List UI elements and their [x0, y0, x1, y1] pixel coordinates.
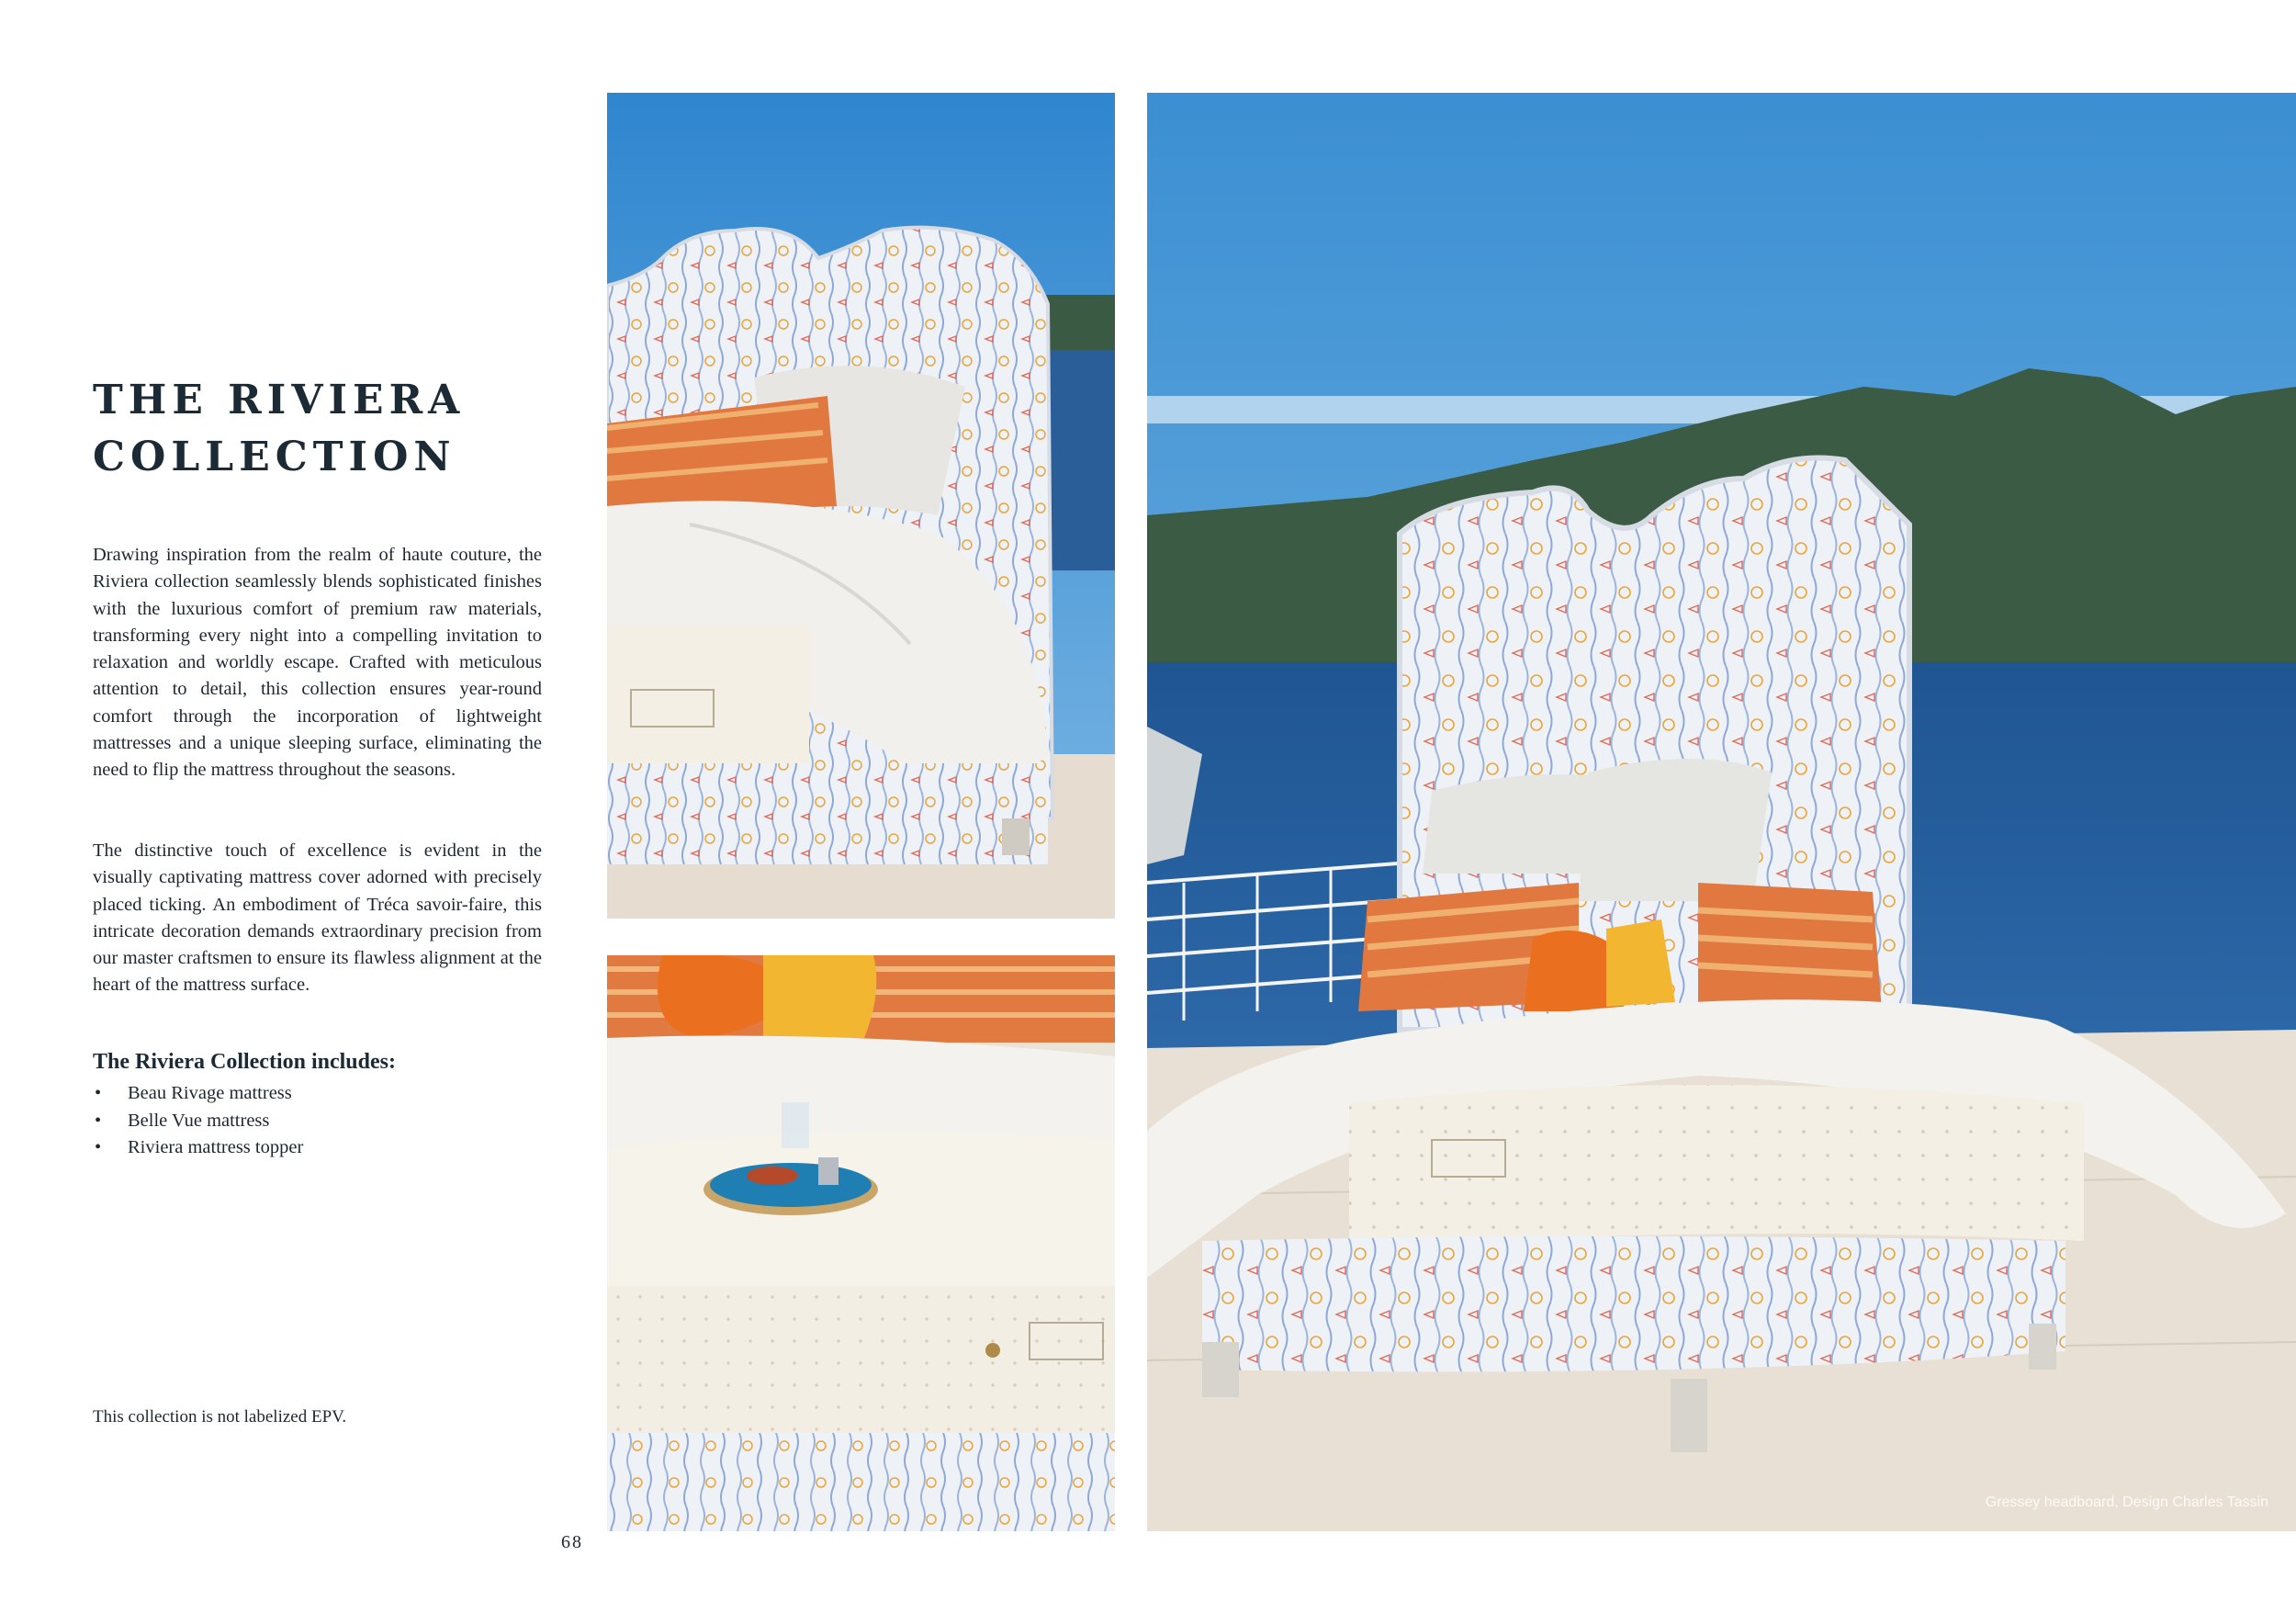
title-line-2: COLLECTION [93, 434, 456, 480]
bullet-icon: • [95, 1110, 102, 1131]
list-item: • Riviera mattress topper [93, 1134, 303, 1162]
photo-caption: Gressey headboard, Design Charles Tassin [1985, 1494, 2268, 1510]
page-title [93, 372, 542, 486]
includes-heading: The Riviera Collection includes: [93, 1050, 396, 1074]
bullet-icon: • [95, 1083, 102, 1103]
footnote: This collection is not labelized EPV. [93, 1407, 347, 1427]
detail-paragraph: The distinctive touch of excellence is evident in the visually captivating mattress cover adorned with precisely placed ticking. An embodiment of Tréca savoir-faire, this intricate decoration demands extraordinary precision from our master craftsmen to ensure its flawless alignment at the heart of the mattress surface. [93, 840, 542, 996]
photo-mattress-detail [607, 955, 1115, 1531]
title-line-1: THE RIVIERA [93, 377, 466, 423]
photo-bed-terrace [1147, 93, 2296, 1531]
intro-paragraph: Drawing inspiration from the realm of haute couture, the Riviera collection seamlessly blends sophisticated finishes with the luxurious comfort of premium raw materials, transforming every night into a compelling invitation to relaxation and worldly escape. Crafted with meticulous attention to detail, this collection ensures year-round comfort through the incorporation of lightweight mattresses and a unique sleeping surface, eliminating the need to flip the mattress throughout the seasons. [93, 545, 542, 781]
list-item: • Belle Vue mattress [93, 1108, 303, 1135]
includes-list [93, 1080, 303, 1162]
list-item: • Beau Rivage mattress [93, 1080, 303, 1108]
bullet-icon: • [95, 1137, 102, 1157]
photo-headboard-closeup [607, 93, 1115, 919]
page-number: 68 [561, 1532, 583, 1552]
